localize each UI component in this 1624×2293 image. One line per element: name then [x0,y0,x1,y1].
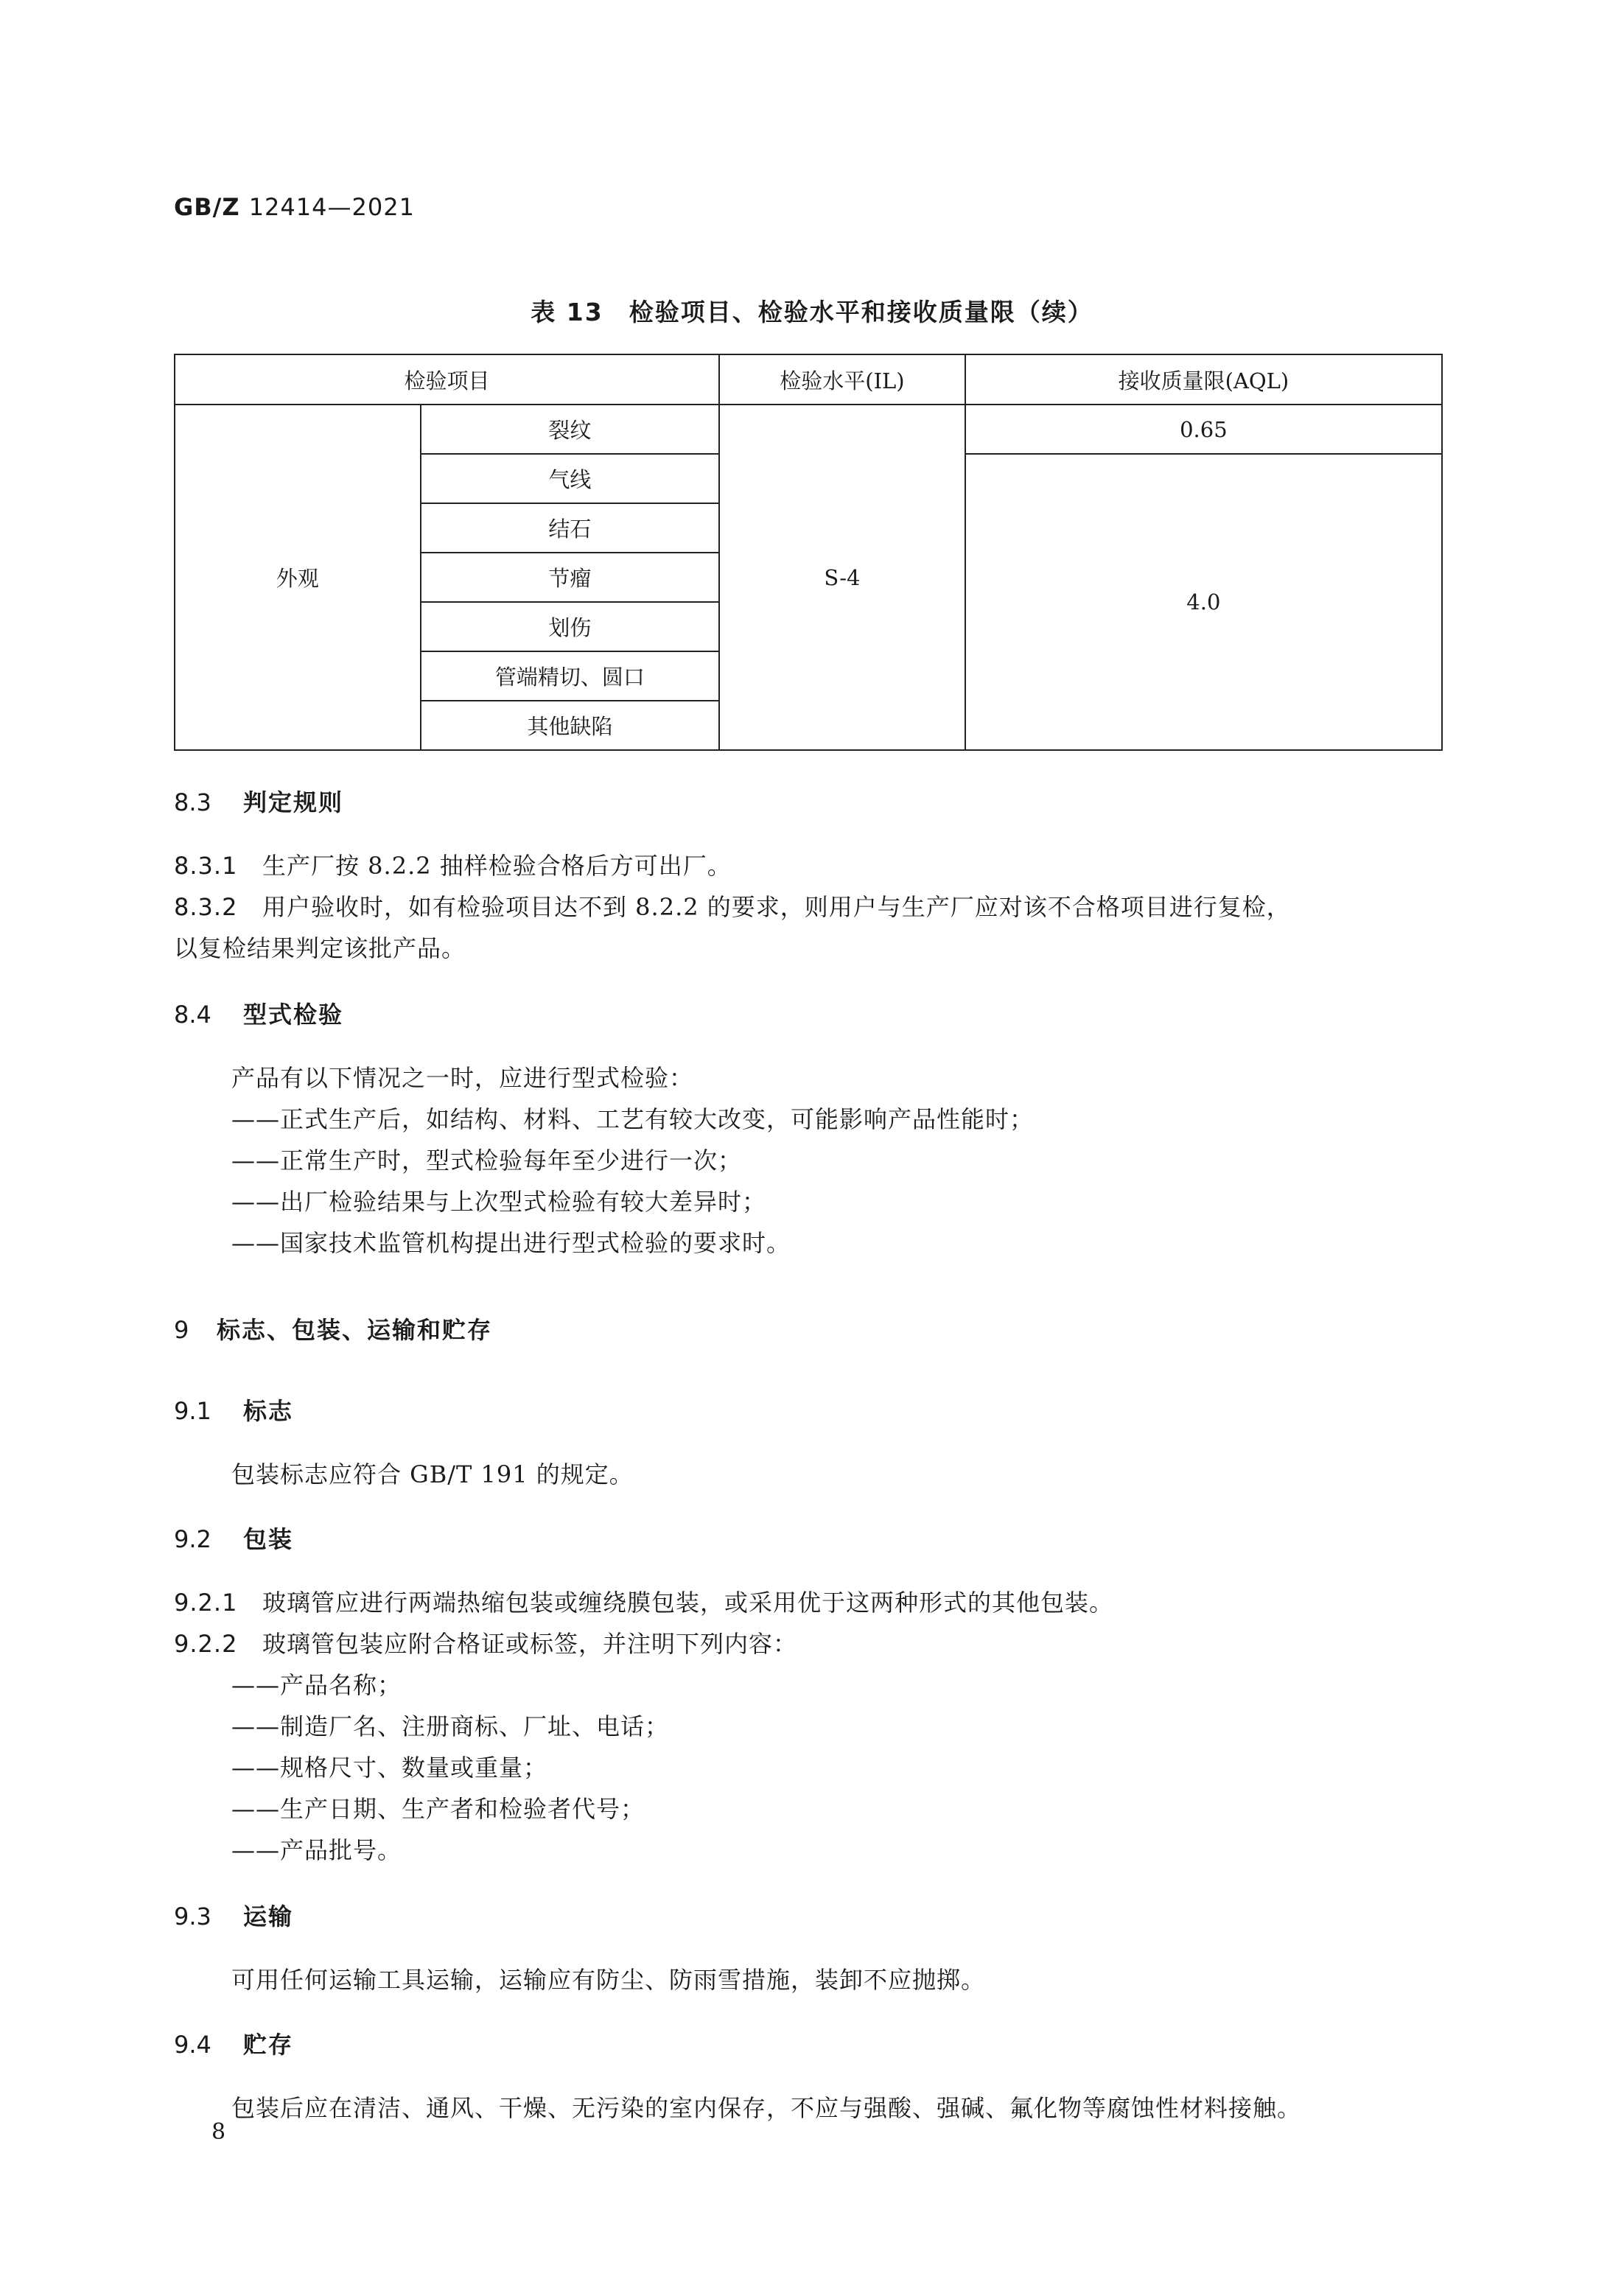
level-cell: S-4 [719,405,965,750]
item-cell: 裂纹 [421,405,720,454]
list-item: ——产品名称； [231,1671,402,1699]
header-level: 检验水平(IL) [719,354,965,405]
section-title: 标志 [243,1397,294,1425]
standard-prefix: GB/Z [174,193,240,221]
section-9-heading [174,1312,492,1345]
clause-text: 玻璃管包装应附合格证或标签，并注明下列内容： [262,1630,798,1658]
item-cell: 节瘤 [421,553,720,602]
list-item: ——出厂检验结果与上次型式检验有较大差异时； [231,1188,767,1216]
inspection-table [174,354,1443,751]
section-title: 判定规则 [243,788,344,816]
table-title: 表 13 检验项目、检验水平和接收质量限（续） [531,298,1093,326]
section-9-4-text: 包装后应在清洁、通风、干燥、无污染的室内保存，不应与强酸、强碱、氟化物等腐蚀性材料接触。 [231,2094,1302,2122]
clause-text: 玻璃管应进行两端热缩包装或缠绕膜包装，或采用优于这两种形式的其他包装。 [262,1589,1114,1617]
item-cell: 结石 [421,503,720,553]
item-cell: 气线 [421,454,720,503]
aql-cell: 4.0 [965,454,1442,750]
page-number: 8 [211,2119,226,2145]
section-title: 型式检验 [243,1001,344,1029]
clause-8-3-1 [174,847,732,881]
clause-text: 生产厂按 8.2.2 抽样检验合格后方可出厂。 [262,852,732,880]
section-number: 9.2 [174,1525,211,1553]
header-item: 检验项目 [175,354,719,405]
list-item: ——正式生产后，如结构、材料、工艺有较大改变，可能影响产品性能时； [231,1105,1035,1133]
list-item: ——国家技术监管机构提出进行型式检验的要求时。 [231,1229,791,1257]
header-aql: 接收质量限(AQL) [965,354,1442,405]
section-9-1-text: 包装标志应符合 GB/T 191 的规定。 [231,1460,634,1488]
item-cell: 划伤 [421,602,720,651]
section-number: 9.4 [174,2031,211,2059]
clause-9-2-1 [174,1584,1113,1618]
section-number: 9.3 [174,1902,211,1930]
section-number: 9.1 [174,1397,211,1425]
section-number: 8.3 [174,788,211,816]
section-9-3-heading [174,1898,293,1932]
standard-number: 12414—2021 [248,193,415,221]
clause-number: 9.2.1 [174,1589,238,1617]
section-title: 运输 [243,1902,294,1930]
list-item: ——产品批号。 [231,1836,402,1864]
list-item: ——生产日期、生产者和检验者代号； [231,1795,645,1823]
list-item: ——制造厂名、注册商标、厂址、电话； [231,1712,670,1740]
section-9-4-heading [174,2026,293,2060]
section-9-2-heading [174,1521,293,1555]
clause-number: 8.3.1 [174,852,238,880]
section-number: 9 [174,1316,189,1344]
section-number: 8.4 [174,1001,211,1029]
clause-8-3-2 [174,889,1291,923]
section-title: 标志、包装、运输和贮存 [217,1316,493,1344]
table-row [175,405,1442,454]
clause-number: 9.2.2 [174,1630,238,1658]
section-9-1-heading [174,1393,293,1426]
category-cell: 外观 [175,405,421,750]
section-title: 贮存 [243,2031,294,2059]
clause-9-2-2 [174,1625,797,1659]
table-header-row [175,354,1442,405]
section-title: 包装 [243,1525,294,1553]
list-item: ——规格尺寸、数量或重量； [231,1754,548,1782]
item-cell: 其他缺陷 [421,701,720,750]
section-8-4-heading [174,996,343,1030]
section-8-4-intro: 产品有以下情况之一时，应进行型式检验： [231,1064,694,1092]
aql-cell: 0.65 [965,405,1442,454]
clause-number: 8.3.2 [174,893,238,921]
section-9-3-text: 可用任何运输工具运输，运输应有防尘、防雨雪措施，装卸不应抛掷。 [231,1966,986,1994]
standard-code [174,193,415,221]
clause-8-3-2-cont: 以复检结果判定该批产品。 [174,934,466,962]
clause-text: 用户验收时，如有检验项目达不到 8.2.2 的要求，则用户与生产厂应对该不合格项目进行复检， [262,893,1291,921]
section-8-3-heading [174,784,343,818]
list-item: ——正常生产时，型式检验每年至少进行一次； [231,1146,743,1174]
item-cell: 管端精切、圆口 [421,651,720,701]
